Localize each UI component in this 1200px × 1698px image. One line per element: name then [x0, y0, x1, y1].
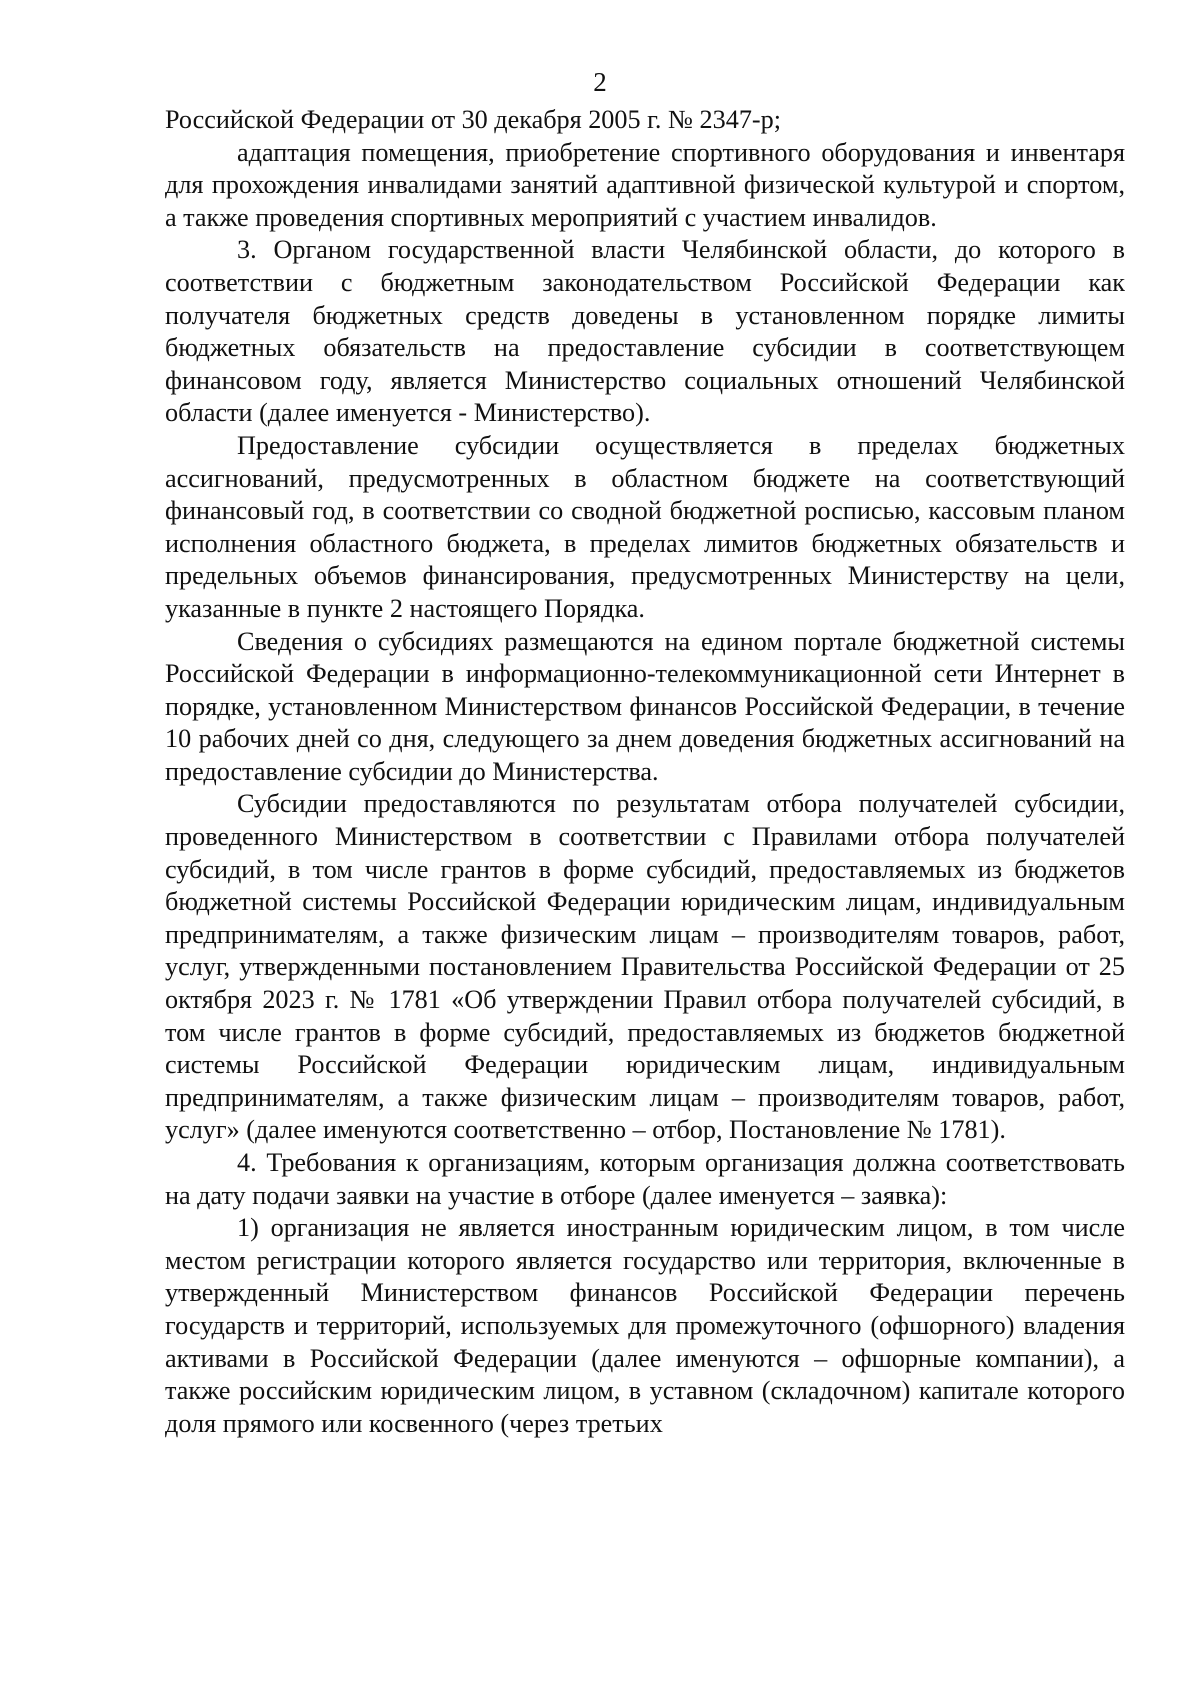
paragraph-item-3: 3. Органом государственной власти Челябинской области, до которого в соответствии с бюджетным законодательством Российской Федерации как получателя бюджетных средств доведены в установленном порядке лимиты бюджетных обязательств на предоставление субсидии в соответствующем финансовом году, является Министерство социальных отношений Челябинской области (далее именуется - Министерство).	[165, 235, 1125, 428]
paragraph-continuation: Российской Федерации от 30 декабря 2005 г. № 2347-р;	[165, 105, 782, 134]
paragraph-subsidy-information: Сведения о субсидиях размещаются на едином портале бюджетной системы Российской Федерации в информационно-телекоммуникационной сети Интернет в порядке, установленном Министерством финансов Российской Федерации, в течение 10 рабочих дней со дня, следующего за днем доведения бюджетных ассигнований на предоставление субсидии до Министерства.	[165, 626, 1125, 786]
document-body	[165, 104, 1125, 1440]
paragraph-adaptation: адаптация помещения, приобретение спортивного оборудования и инвентаря для прохождения инвалидами занятий адаптивной физической культурой и спортом, а также проведения спортивных мероприятий с участием инвалидов.	[165, 137, 1125, 232]
page-number: 2	[593, 67, 607, 97]
paragraph-item-4: 4. Требования к организациям, которым организация должна соответствовать на дату подачи заявки на участие в отборе (далее именуется – заявка):	[165, 1148, 1125, 1210]
paragraph-subsidy-provision: Предоставление субсидии осуществляется в пределах бюджетных ассигнований, предусмотренных в областном бюджете на соответствующий финансовый год, в соответствии со сводной бюджетной росписью, кассовым планом исполнения областного бюджета, в пределах лимитов бюджетных обязательств и предельных объемов финансирования, предусмотренных Министерству на цели, указанные в пункте 2 настоящего Порядка.	[165, 430, 1125, 623]
paragraph-requirement-1: 1) организация не является иностранным юридическим лицом, в том числе местом регистрации которого является государство или территория, включенные в утвержденный Министерством финансов Российской Федерации перечень государств и территорий, используемых для промежуточного (офшорного) владения активами в Российской Федерации (далее именуются – офшорные компании), а также российским юридическим лицом, в уставном (складочном) капитале которого доля прямого или косвенного (через третьих	[165, 1213, 1125, 1438]
paragraph-selection-results: Субсидии предоставляются по результатам отбора получателей субсидии, проведенного Министерством в соответствии с Правилами отбора получателей субсидий, в том числе грантов в форме субсидий, предоставляемых из бюджетов бюджетной системы Российской Федерации юридическим лицам, индивидуальным предпринимателям, а также физическим лицам – производителям товаров, работ, услуг, утвержденными постановлением Правительства Российской Федерации от 25 октября 2023 г. № 1781 «Об утверждении Правил отбора получателей субсидий, в том числе грантов в форме субсидий, предоставляемых из бюджетов бюджетной системы Российской Федерации юридическим лицам, индивидуальным предпринимателям, а также физическим лицам – производителям товаров, работ, услуг» (далее именуются соответственно – отбор, Постановление № 1781).	[165, 789, 1125, 1145]
